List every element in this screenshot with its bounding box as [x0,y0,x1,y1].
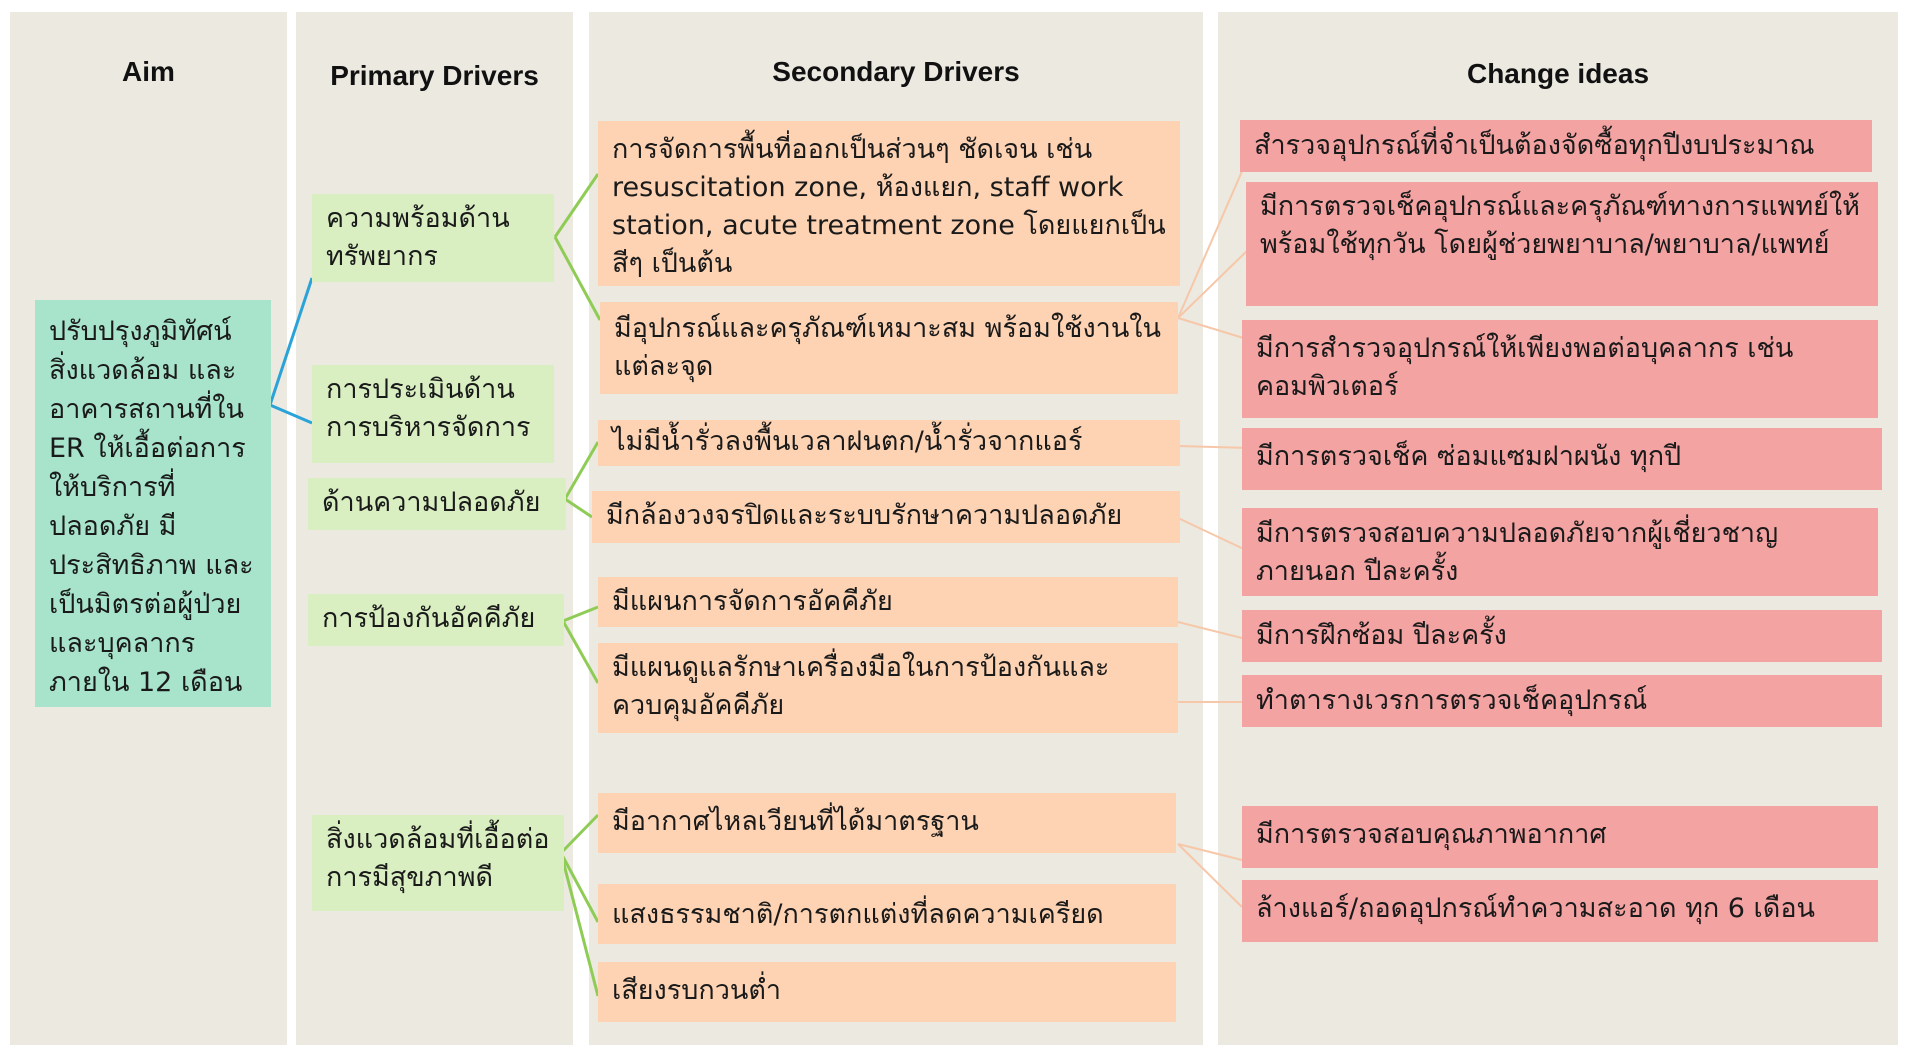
primary-driver-fire-prevention: การป้องกันอัคคีภัย [308,594,564,646]
aim-header: Aim [122,56,175,87]
change-idea-daily-equipment-check: มีการตรวจเช็คอุปกรณ์และครุภัณฑ์ทางการแพทย์ให้พร้อมใช้ทุกวัน โดยผู้ช่วยพยาบาล/พยาบาล/แพทย์ [1246,182,1878,306]
change-idea-annual-drill: มีการฝึกซ้อม ปีละครั้ง [1242,610,1882,662]
primary-driver-resources: ความพร้อมด้านทรัพยากร [312,194,554,282]
secondary-drivers-header: Secondary Drivers [772,56,1020,87]
change-idea-wall-repair: มีการตรวจเช็ค ซ่อมแซมฝาผนัง ทุกปี [1242,428,1882,490]
secondary-driver-air-circulation: มีอากาศไหลเวียนที่ได้มาตรฐาน [598,793,1176,853]
change-idea-inspection-schedule: ทำตารางเวรการตรวจเช็คอุปกรณ์ [1242,675,1882,727]
aim-box: ปรับปรุงภูมิทัศน์ สิ่งแวดล้อม และอาคารสถานที่ใน ER ให้เอื้อต่อการให้บริการที่ปลอดภัย มีประสิทธิภาพ และเป็นมิตรต่อผู้ป่วยและบุคลากร ภายใน 12 เดือน [35,300,271,707]
change-idea-staff-equipment-survey: มีการสำรวจอุปกรณ์ให้เพียงพอต่อบุคลากร เช่น คอมพิวเตอร์ [1242,320,1878,418]
change-idea-air-quality-check: มีการตรวจสอบคุณภาพอากาศ [1242,806,1878,868]
change-ideas-header: Change ideas [1466,58,1650,89]
primary-driver-healthy-environment: สิ่งแวดล้อมที่เอื้อต่อการมีสุขภาพดี [312,815,564,911]
primary-driver-management: การประเมินด้านการบริหารจัดการ [312,365,554,463]
secondary-driver-zoning: การจัดการพื้นที่ออกเป็นส่วนๆ ชัดเจน เช่น resuscitation zone, ห้องแยก, staff work station, acute treatment zone โดยแยกเป็นสีๆ เป็นต้น [598,121,1180,286]
secondary-driver-low-noise: เสียงรบกวนต่ำ [598,962,1176,1022]
secondary-driver-cctv: มีกล้องวงจรปิดและระบบรักษาความปลอดภัย [592,491,1180,543]
secondary-driver-fire-equipment-maintenance: มีแผนดูแลรักษาเครื่องมือในการป้องกันและควบคุมอัคคีภัย [598,643,1178,733]
change-idea-ac-cleaning: ล้างแอร์/ถอดอุปกรณ์ทำความสะอาด ทุก 6 เดือน [1242,880,1878,942]
change-idea-annual-procurement-survey: สำรวจอุปกรณ์ที่จำเป็นต้องจัดซื้อทุกปีงบประมาณ [1240,120,1872,172]
secondary-driver-natural-light: แสงธรรมชาติ/การตกแต่งที่ลดความเครียด [598,884,1176,944]
secondary-driver-equipment-ready: มีอุปกรณ์และครุภัณฑ์เหมาะสม พร้อมใช้งานในแต่ละจุด [600,302,1178,394]
secondary-driver-fire-plan: มีแผนการจัดการอัคคีภัย [598,577,1178,627]
primary-driver-safety: ด้านความปลอดภัย [308,478,566,530]
primary-drivers-header: Primary Drivers [330,60,539,91]
secondary-driver-no-leaks: ไม่มีน้ำรั่วลงพื้นเวลาฝนตก/น้ำรั่วจากแอร์ [598,420,1180,466]
change-idea-external-safety-audit: มีการตรวจสอบความปลอดภัยจากผู้เชี่ยวชาญภายนอก ปีละครั้ง [1242,508,1878,596]
